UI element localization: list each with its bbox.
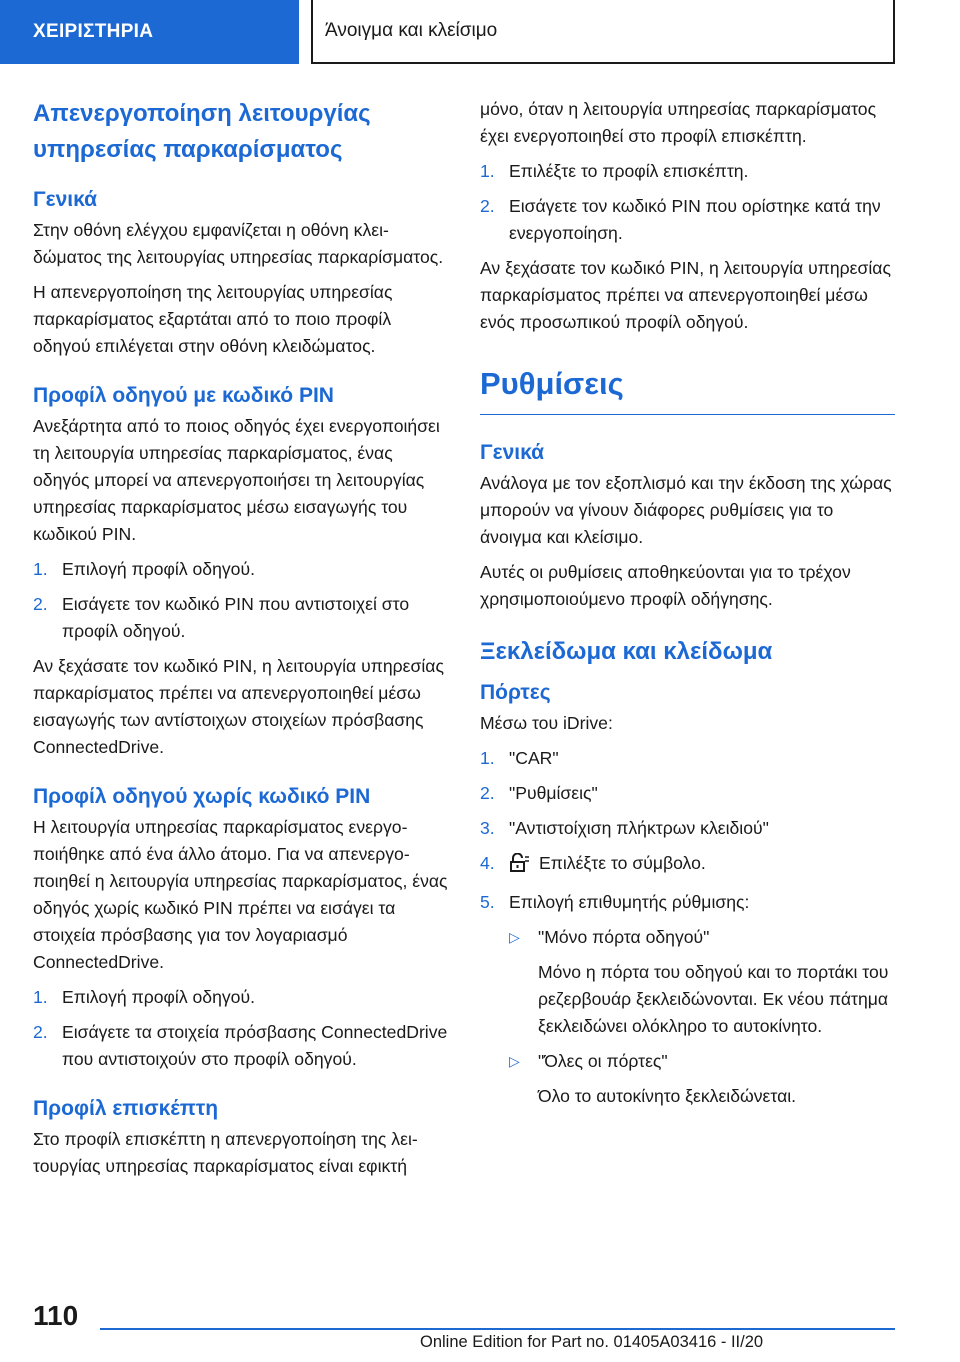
page-number: 110 [33, 1300, 79, 1331]
step-text: Εισάγετε τον κωδικό PIN που αντιστοιχεί στο προφίλ οδηγού. [62, 594, 410, 641]
step-number: 1. [33, 987, 48, 1007]
paragraph: Η απενεργοποίηση της λειτουργίας υπηρεσίας παρκαρίσματος εξαρτάται από το ποιο προφίλ οδηγού επιλέγεται στην οθόνη κλειδώματος. [33, 282, 393, 356]
step-number: 3. [480, 818, 495, 838]
left-column [33, 96, 448, 1188]
step-item [480, 193, 895, 247]
option-label: "Μόνο πόρτα οδηγού" [538, 927, 710, 947]
paragraph: Η λειτουργία υπηρεσίας παρκαρίσματος ενεργοποιήθηκε από ένα άλλο άτομο. Για να απενεργοποιηθεί η λειτουργία υπηρεσίας παρκαρίσματος, ένας οδηγός χωρίς κωδικό PIN πρέπει να εισάγει τα στοιχεία πρόσβασης για τον λογαριασμό ConnectedDrive. [33, 817, 448, 972]
step-text: Επιλέξτε το σύμβολο. [539, 853, 706, 873]
step-text: "Αντιστοίχιση πλήκτρων κλειδιού" [509, 818, 769, 838]
vehicle-lock-icon [509, 853, 531, 881]
step-item [480, 158, 895, 185]
step-number: 1. [480, 161, 495, 181]
heading-general: Γενικά [33, 188, 98, 211]
step-number: 2. [480, 783, 495, 803]
step-text: "CAR" [509, 748, 559, 768]
option-description: Μόνο η πόρτα του οδηγού και το πορτάκι του ρεζερβουάρ ξεκλειδώνονται. Εκ νέου πάτημα ξεκλειδώνει ολόκληρο το αυτοκίνητο. [538, 962, 889, 1036]
heading-general: Γενικά [480, 441, 545, 464]
heading-guest-profile: Προφίλ επισκέπτη [33, 1097, 219, 1120]
step-item [480, 745, 895, 772]
triangle-bullet-icon: ▷ [509, 929, 520, 945]
step-number: 4. [480, 853, 495, 873]
header-section-tab [0, 0, 299, 64]
step-item [33, 591, 448, 645]
step-item [480, 889, 895, 916]
step-text: Επιλέξτε το προφίλ επισκέπτη. [509, 161, 749, 181]
option-item [480, 1048, 895, 1110]
step-item [33, 984, 448, 1011]
paragraph: Αυτές οι ρυθμίσεις αποθηκεύονται για το τρέχον χρησιμοποιούμενο προφίλ οδήγησης. [480, 562, 851, 609]
step-number: 1. [480, 748, 495, 768]
heading-profile-without-pin: Προφίλ οδηγού χωρίς κωδικό PIN [33, 785, 371, 808]
option-description: Όλο το αυτοκίνητο ξεκλειδώνεται. [538, 1086, 797, 1106]
option-item [480, 924, 895, 1040]
step-text: Επιλογή προφίλ οδηγού. [62, 559, 255, 579]
step-text: Επιλογή επιθυμητής ρύθμισης: [509, 892, 750, 912]
paragraph: Αν ξεχάσατε τον κωδικό PIN, η λειτουργία υπηρεσίας παρκαρίσματος πρέπει να απενεργοποιηθεί μέσω ενός προσωπικού προφίλ οδηγού. [480, 258, 891, 332]
heading-doors: Πόρτες [480, 681, 551, 704]
section-title-unlock-lock: Ξεκλείδωμα και κλείδωμα [480, 638, 773, 665]
steps-list [480, 745, 895, 916]
step-item [480, 780, 895, 807]
step-text: Εισάγετε τον κωδικό PIN που ορίστηκε κατά την ενεργοποίηση. [509, 196, 881, 243]
right-column [480, 96, 895, 1118]
heading-profile-with-pin: Προφίλ οδηγού με κωδικό PIN [33, 384, 334, 407]
step-item [480, 850, 895, 881]
paragraph: Στην οθόνη ελέγχου εμφανίζεται η οθόνη κλειδώματος της λειτουργίας υπηρεσίας παρκαρίσματος. [33, 220, 444, 267]
header-section-title: ΧΕΙΡΙΣΤΗΡΙΑ [33, 21, 154, 42]
paragraph: Ανεξάρτητα από το ποιος οδηγός έχει ενεργοποιήσει τη λειτουργία υπηρεσίας παρκαρίσματος, ένας οδηγός μπορεί να απενεργοποιήσει τη λειτουργίας υπηρεσίας παρκαρίσματος μέσω εισαγωγής του κωδικού PIN. [33, 416, 440, 544]
paragraph: Στο προφίλ επισκέπτη η απενεργοποίηση της λειτουργίας υπηρεσίας παρκαρίσματος είναι εφικτή [33, 1129, 418, 1176]
header-chapter-box [311, 0, 895, 64]
step-item [33, 1019, 448, 1073]
steps-list [33, 984, 448, 1073]
footer-divider [100, 1328, 895, 1330]
step-number: 2. [480, 196, 495, 216]
step-item [33, 556, 448, 583]
step-number: 2. [33, 594, 48, 614]
step-number: 2. [33, 1022, 48, 1042]
footer-edition: Online Edition for Part no. 01405A03416 - II/20 [420, 1333, 764, 1351]
option-label: "Όλες οι πόρτες" [538, 1051, 668, 1071]
paragraph: Μέσω του iDrive: [480, 713, 613, 733]
triangle-bullet-icon: ▷ [509, 1053, 520, 1069]
section-title-deactivate: Απενεργοποίηση λειτουργίας υπηρεσίας παρκαρίσματος [33, 100, 371, 163]
header-chapter-title: Άνοιγμα και κλείσιμο [325, 20, 498, 41]
step-number: 5. [480, 892, 495, 912]
paragraph: Αν ξεχάσατε τον κωδικό PIN, η λειτουργία υπηρεσίας παρκαρίσματος πρέπει να απενεργοποιηθεί μέσω εισαγωγής των αντίστοιχων στοιχείων πρόσβασης ConnectedDrive. [33, 656, 444, 757]
step-number: 1. [33, 559, 48, 579]
step-text: Επιλογή προφίλ οδηγού. [62, 987, 255, 1007]
paragraph: Ανάλογα με τον εξοπλισμό και την έκδοση της χώρας μπορούν να γίνουν διάφορες ρυθμίσεις για το άνοιγμα και κλείσιμο. [480, 473, 892, 547]
section-title-settings: Ρυθμίσεις [480, 362, 895, 415]
steps-list [480, 158, 895, 247]
step-text: Εισάγετε τα στοιχεία πρόσβασης ConnectedDrive που αντιστοιχούν στο προφίλ οδηγού. [62, 1022, 448, 1069]
step-item [480, 815, 895, 842]
steps-list [33, 556, 448, 645]
paragraph: μόνο, όταν η λειτουργία υπηρεσίας παρκαρίσματος έχει ενεργοποιηθεί στο προφίλ επισκέπτη. [480, 99, 877, 146]
step-text: "Ρυθμίσεις" [509, 783, 598, 803]
